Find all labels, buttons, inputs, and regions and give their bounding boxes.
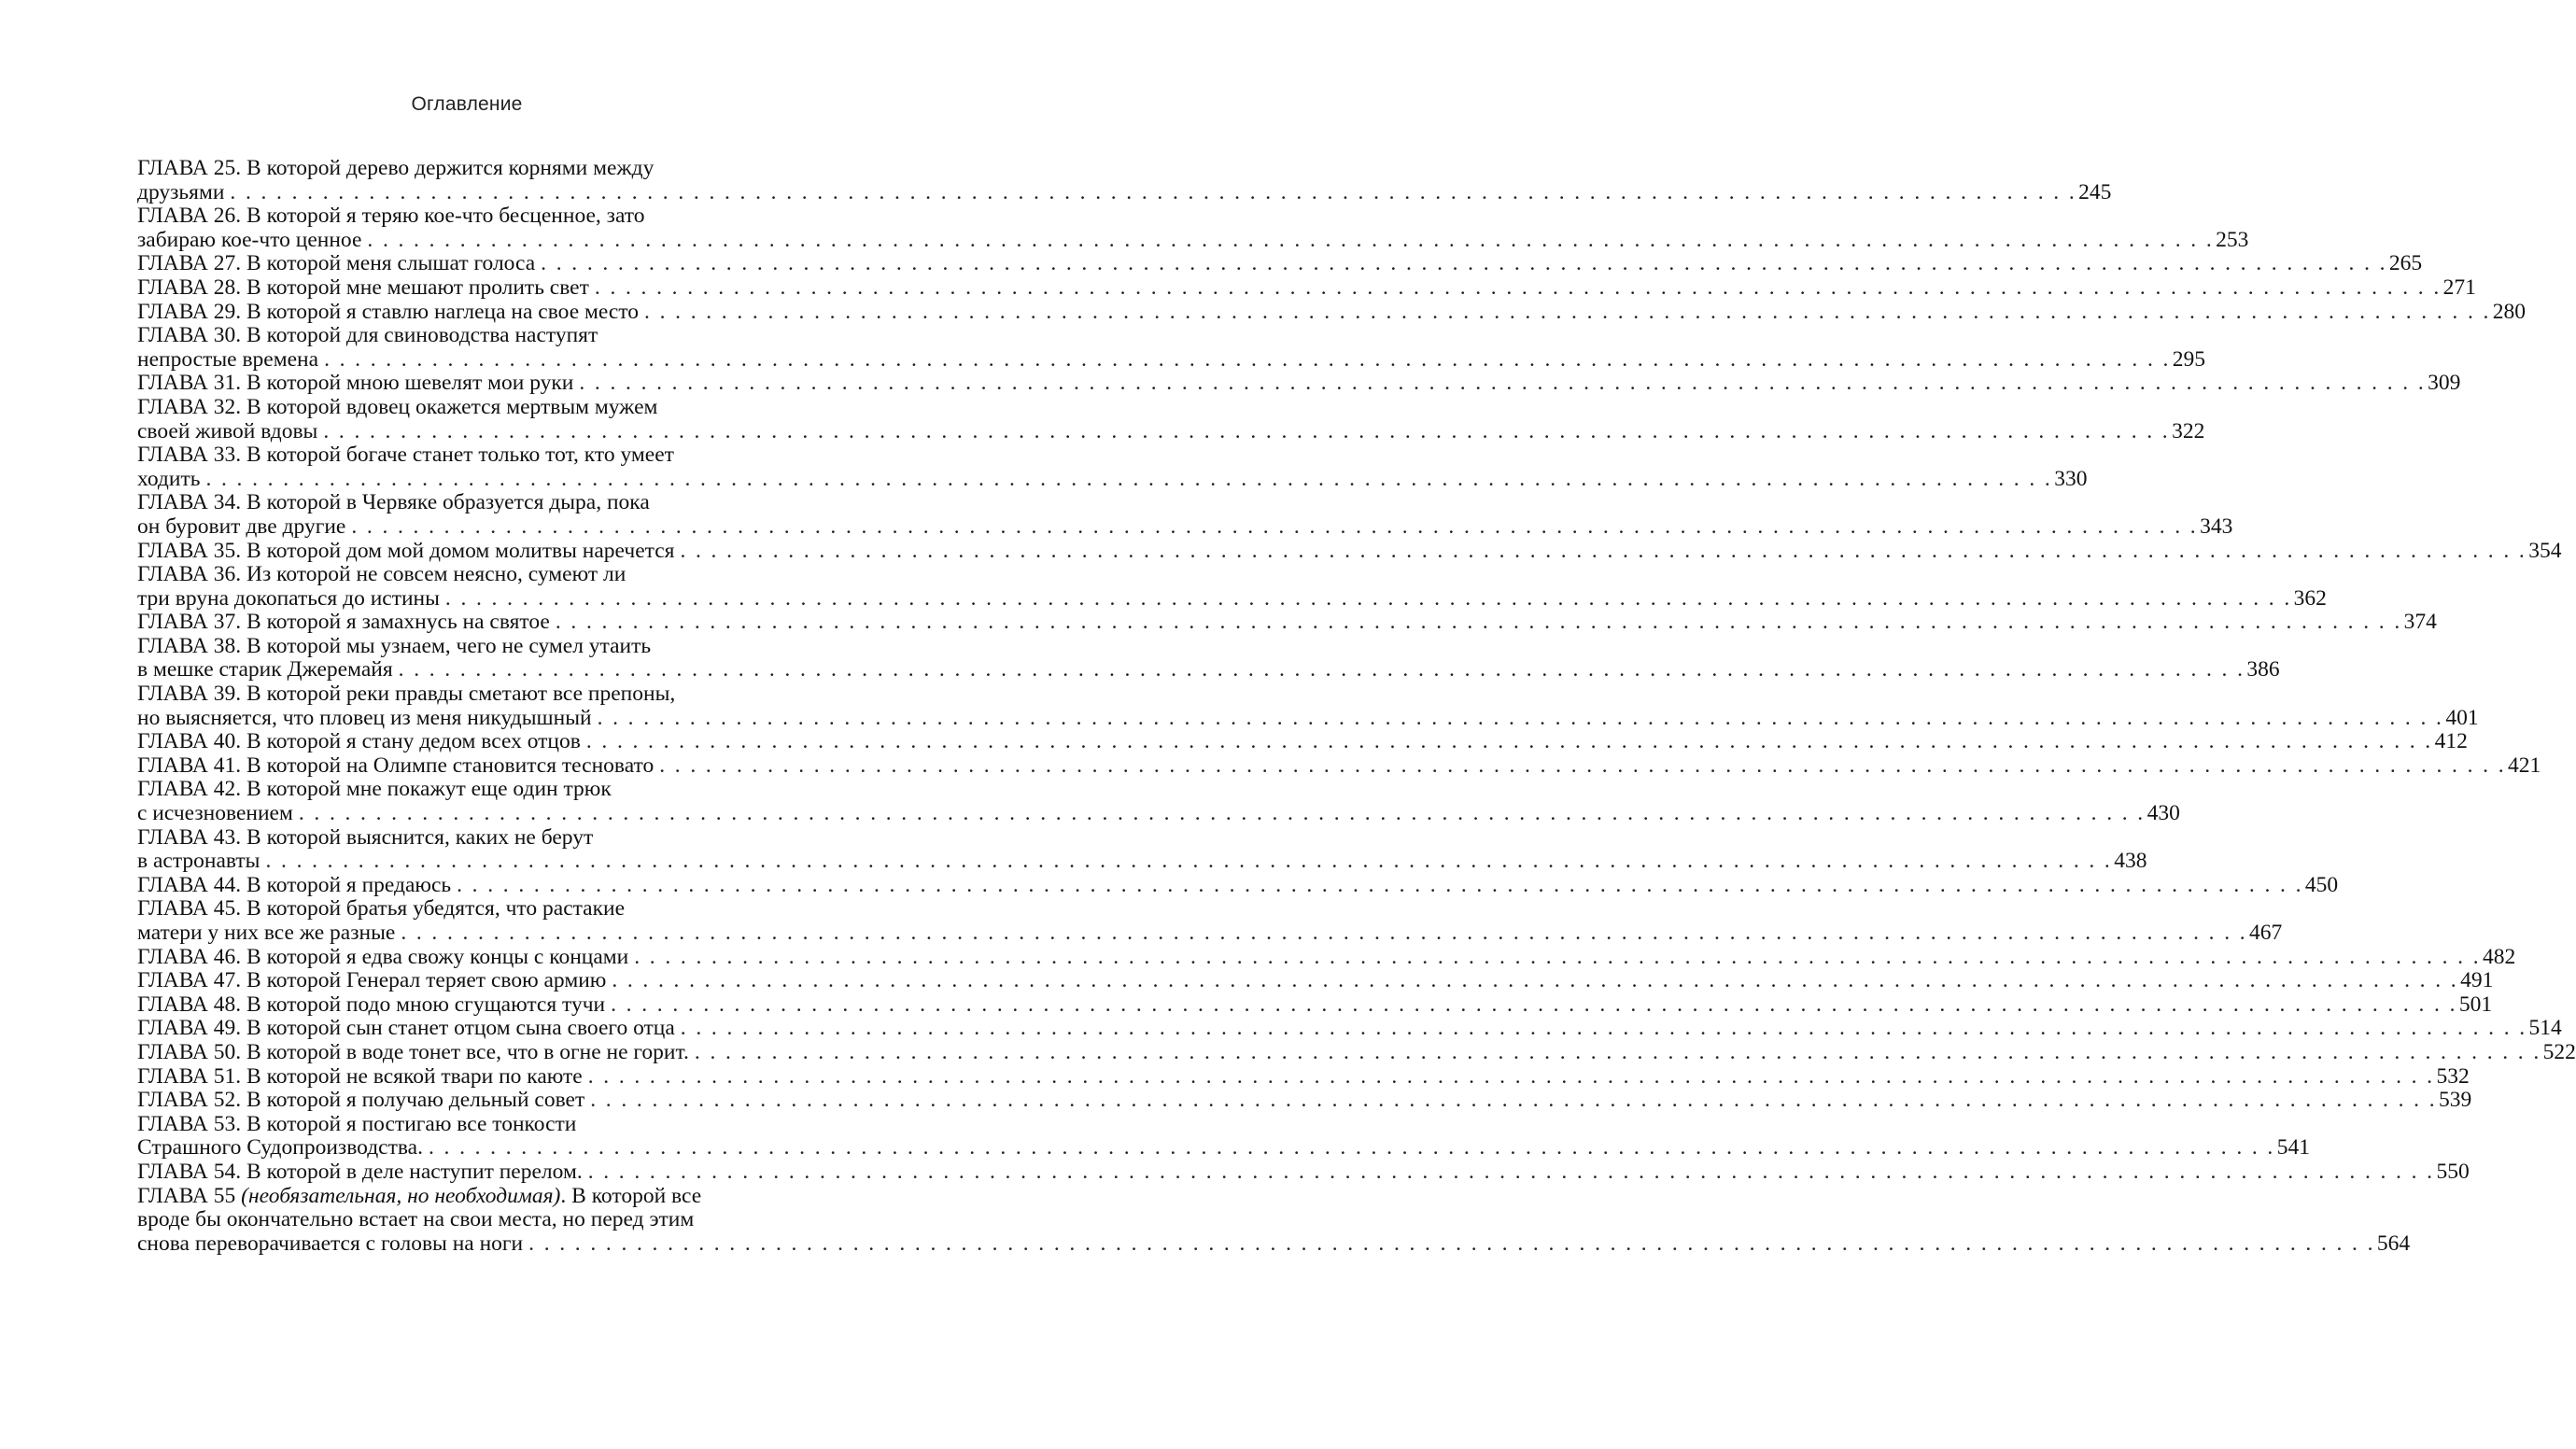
toc-entry-line: непростые времена bbox=[137, 346, 319, 372]
dot-leader: . . . . . . . . . . . . . . . . . . . . . . . . . . . . . . . . . . . . . . . . . . . . . . . . . . . . . . . . . . . . . . . . . . . . . . . . . . . . . . . . . . . . . . . . . . . . . . . . . . . . . . . . . . . . . . . . . . . . . . . . bbox=[587, 1063, 2435, 1089]
toc-entry-line: ГЛАВА 25. В которой дерево держится корнями между bbox=[137, 156, 655, 180]
page-number: 541 bbox=[2276, 1135, 2310, 1161]
toc-entry bbox=[137, 944, 2516, 970]
page-number: 401 bbox=[2445, 705, 2479, 730]
toc-entry-line: ГЛАВА 39. В которой реки правды сметают все препоны, bbox=[137, 682, 676, 707]
dot-leader: . . . . . . . . . . . . . . . . . . . . . . . . . . . . . . . . . . . . . . . . . . . . . . . . . . . . . . . . . . . . . . . . . . . . . . . . . . . . . . . . . . . . . . . . . . . . . . . . . . . . . . . . . . . . . . . . . . . . . . . . bbox=[597, 705, 2444, 730]
toc-entry-line: ГЛАВА 45. В которой братья убедятся, что растакие bbox=[137, 896, 626, 921]
toc-entry bbox=[137, 1111, 2310, 1161]
page-number: 322 bbox=[2172, 418, 2205, 443]
toc-entry bbox=[137, 490, 2233, 539]
toc-entry-line: ходить bbox=[137, 466, 201, 491]
toc-entry bbox=[137, 204, 2249, 252]
toc-entry-line: ГЛАВА 36. Из которой не совсем неясно, сумеют ли bbox=[137, 562, 626, 587]
dot-leader: . . . . . . . . . . . . . . . . . . . . . . . . . . . . . . . . . . . . . . . . . . . . . . . . . . . . . . . . . . . . . . . . . . . . . . . . . . . . . . . . . . . . . . . . . . . . . . . . . . . . . . . . . . . . . . . . . . . . . . . . bbox=[401, 921, 2248, 945]
toc-entry-line: ГЛАВА 41. В которой на Олимпе становится тесновато bbox=[137, 753, 655, 778]
dot-leader: . . . . . . . . . . . . . . . . . . . . . . . . . . . . . . . . . . . . . . . . . . . . . . . . . . . . . . . . . . . . . . . . . . . . . . . . . . . . . . . . . . . . . . . . . . . . . . . . . . . . . . . . . . . . . . . . . . . . . . . . bbox=[555, 610, 2402, 635]
toc-entry-last-line bbox=[137, 657, 2280, 682]
page-number: 550 bbox=[2436, 1159, 2470, 1184]
toc-entry bbox=[137, 777, 2180, 826]
toc-entry bbox=[137, 251, 2423, 276]
toc-entry-last-line bbox=[137, 610, 2437, 635]
toc-entry-line: ГЛАВА 53. В которой я постигаю все тонкости bbox=[137, 1111, 577, 1136]
toc-entry bbox=[137, 156, 2112, 204]
toc-entry-line: своей живой вдовы bbox=[137, 418, 318, 443]
toc-entry-line: ГЛАВА 48. В которой подо мною сгущаются тучи bbox=[137, 992, 606, 1017]
toc-entry bbox=[137, 443, 2088, 491]
toc-entry-last-line bbox=[137, 179, 2112, 205]
page-number: 386 bbox=[2246, 657, 2280, 682]
toc-entry-line: ГЛАВА 46. В которой я едва свожу концы с концами bbox=[137, 944, 629, 969]
toc-entry bbox=[137, 968, 2494, 993]
chapter-title-start: . В которой все bbox=[560, 1183, 702, 1208]
toc-entry-line: он буровит две другие bbox=[137, 513, 346, 539]
toc-entry-last-line bbox=[137, 849, 2147, 874]
page-number: 271 bbox=[2442, 274, 2476, 300]
dot-leader: . . . . . . . . . . . . . . . . . . . . . . . . . . . . . . . . . . . . . . . . . . . . . . . . . . . . . . . . . . . . . . . . . . . . . . . . . . . . . . . . . . . . . . . . . . . . . . . . . . . . . . . . . . . . . . . . . . . . . . . . bbox=[324, 346, 2171, 372]
page-number: 330 bbox=[2054, 466, 2088, 491]
toc-entry-last-line bbox=[137, 371, 2461, 396]
page-number: 295 bbox=[2172, 346, 2206, 372]
toc-entry-last-line bbox=[137, 1016, 2562, 1041]
page-number: 438 bbox=[2114, 849, 2147, 874]
toc-entry-last-line bbox=[137, 299, 2527, 325]
toc-entry-final bbox=[137, 1183, 2411, 1257]
toc-entry-line: ГЛАВА 37. В которой я замахнусь на святое bbox=[137, 610, 550, 635]
toc-entry-line: ГЛАВА 47. В которой Генерал теряет свою армию bbox=[137, 968, 607, 993]
toc-entry-line: ГЛАВА 44. В которой я предаюсь bbox=[137, 872, 452, 897]
page-number: 430 bbox=[2147, 801, 2180, 826]
toc-entry-line: вроде бы окончательно встает на свои места, но перед этим bbox=[137, 1207, 695, 1232]
toc-entry-line: ГЛАВА 54. В которой в деле наступит перелом. bbox=[137, 1159, 583, 1184]
toc-entry-last-line bbox=[137, 968, 2494, 993]
toc-entry-last-line bbox=[137, 585, 2327, 612]
toc-entry-line: ГЛАВА 49. В которой сын станет отцом сына своего отца bbox=[137, 1016, 675, 1041]
toc-entry-line: в астронавты bbox=[137, 849, 260, 874]
page-number: 245 bbox=[2078, 179, 2112, 204]
page-number: 412 bbox=[2434, 729, 2468, 754]
dot-leader: . . . . . . . . . . . . . . . . . . . . . . . . . . . . . . . . . . . . . . . . . . . . . . . . . . . . . . . . . . . . . . . . . . . . . . . . . . . . . . . . . . . . . . . . . . . . . . . . . . . . . . . . . . . . . . . . . . . . . . . . bbox=[611, 992, 2457, 1017]
dot-leader: . . . . . . . . . . . . . . . . . . . . . . . . . . . . . . . . . . . . . . . . . . . . . . . . . . . . . . . . . . . . . . . . . . . . . . . . . . . . . . . . . . . . . . . . . . . . . . . . . . . . . . . . . . . . . . . . . . . . . . . . bbox=[587, 1159, 2435, 1184]
toc-entry-last-line bbox=[137, 274, 2476, 301]
toc-entry-last-line bbox=[137, 1088, 2472, 1113]
toc-entry-line: с исчезновением bbox=[137, 801, 293, 826]
toc-entry-last-line bbox=[137, 872, 2339, 898]
toc-entry-line: ГЛАВА 27. В которой меня слышат голоса bbox=[137, 251, 536, 276]
page-number: 280 bbox=[2492, 299, 2527, 324]
dot-leader: . . . . . . . . . . . . . . . . . . . . . . . . . . . . . . . . . . . . . . . . . . . . . . . . . . . . . . . . . . . . . . . . . . . . . . . . . . . . . . . . . . . . . . . . . . . . . . . . . . . . . . . . . . . . . . . . . . . . . . . . bbox=[680, 538, 2527, 563]
toc-entry-line: ГЛАВА 30. В которой для свиноводства наступят bbox=[137, 323, 598, 348]
page-number: 501 bbox=[2458, 992, 2493, 1017]
page-number: 491 bbox=[2460, 968, 2494, 993]
toc-entry-line: матери у них все же разные bbox=[137, 921, 396, 945]
page-number: 253 bbox=[2216, 227, 2249, 252]
page-number: 421 bbox=[2507, 753, 2541, 778]
dot-leader: . . . . . . . . . . . . . . . . . . . . . . . . . . . . . . . . . . . . . . . . . . . . . . . . . . . . . . . . . . . . . . . . . . . . . . . . . . . . . . . . . . . . . . . . . . . . . . . . . . . . . . . . . . . . . . . . . . . . . . . . bbox=[428, 1135, 2275, 1161]
toc-entry bbox=[137, 538, 2562, 564]
toc-entry-line: ГЛАВА 40. В которой я стану дедом всех отцов bbox=[137, 729, 581, 754]
dot-leader: . . . . . . . . . . . . . . . . . . . . . . . . . . . . . . . . . . . . . . . . . . . . . . . . . . . . . . . . . . . . . . . . . . . . . . . . . . . . . . . . . . . . . . . . . . . . . . . . . . . . . . . . . . . . . . . . . . . . . . . . bbox=[398, 657, 2245, 682]
dot-leader: . . . . . . . . . . . . . . . . . . . . . . . . . . . . . . . . . . . . . . . . . . . . . . . . . . . . . . . . . . . . . . . . . . . . . . . . . . . . . . . . . . . . . . . . . . . . . . . . . . . . . . . . . . . . . . . . . . . . . . . . bbox=[694, 1039, 2541, 1064]
toc-entry-line: снова переворачивается с головы на ноги bbox=[137, 1231, 524, 1256]
toc-entry bbox=[137, 562, 2327, 611]
toc-entry-line: ГЛАВА 31. В которой мною шевелят мои руки bbox=[137, 371, 574, 396]
page-number: 532 bbox=[2436, 1063, 2470, 1089]
table-of-contents bbox=[137, 156, 2576, 1256]
dot-leader: . . . . . . . . . . . . . . . . . . . . . . . . . . . . . . . . . . . . . . . . . . . . . . . . . . . . . . . . . . . . . . . . . . . . . . . . . . . . . . . . . . . . . . . . . . . . . . . . . . . . . . . . . . . . . . . . . . . . . . . . bbox=[612, 968, 2459, 993]
toc-entry bbox=[137, 610, 2437, 635]
toc-entry bbox=[137, 274, 2476, 301]
toc-entry bbox=[137, 323, 2206, 372]
toc-entry-line: забираю кое-что ценное bbox=[137, 227, 362, 252]
toc-entry-last-line bbox=[137, 1063, 2470, 1090]
dot-leader: . . . . . . . . . . . . . . . . . . . . . . . . . . . . . . . . . . . . . . . . . . . . . . . . . . . . . . . . . . . . . . . . . . . . . . . . . . . . . . . . . . . . . . . . . . . . . . . . . . . . . . . . . . . . . . . . . . . . . . . . bbox=[590, 1088, 2437, 1113]
chapter-prefix: ГЛАВА 55 bbox=[137, 1183, 242, 1208]
toc-entry bbox=[137, 633, 2280, 682]
toc-entry-last-line bbox=[137, 921, 2283, 946]
toc-entry-last-line bbox=[137, 944, 2516, 970]
toc-entry-last-line bbox=[137, 513, 2233, 540]
dot-leader: . . . . . . . . . . . . . . . . . . . . . . . . . . . . . . . . . . . . . . . . . . . . . . . . . . . . . . . . . . . . . . . . . . . . . . . . . . . . . . . . . . . . . . . . . . . . . . . . . . . . . . . . . . . . . . . . . . . . . . . . bbox=[323, 418, 2171, 443]
toc-entry-line: в мешке старик Джеремайя bbox=[137, 657, 393, 682]
dot-leader: . . . . . . . . . . . . . . . . . . . . . . . . . . . . . . . . . . . . . . . . . . . . . . . . . . . . . . . . . . . . . . . . . . . . . . . . . . . . . . . . . . . . . . . . . . . . . . . . . . . . . . . . . . . . . . . . . . . . . . . . bbox=[659, 753, 2506, 778]
toc-entry-line: ГЛАВА 35. В которой дом мой домом молитвы наречется bbox=[137, 538, 675, 563]
page-number: 467 bbox=[2249, 921, 2283, 945]
page-number: 539 bbox=[2438, 1088, 2472, 1113]
toc-entry bbox=[137, 1063, 2470, 1090]
toc-entry-line: но выясняется, что пловец из меня никудышный bbox=[137, 705, 592, 730]
dot-leader: . . . . . . . . . . . . . . . . . . . . . . . . . . . . . . . . . . . . . . . . . . . . . . . . . . . . . . . . . . . . . . . . . . . . . . . . . . . . . . . . . . . . . . . . . . . . . . . . . . . . . . . . . . . . . . . . . . . . . . . . bbox=[644, 299, 2491, 324]
toc-entry-line: ГЛАВА 29. В которой я ставлю наглеца на свое место bbox=[137, 299, 640, 324]
toc-entry bbox=[137, 394, 2205, 443]
toc-entry bbox=[137, 682, 2479, 730]
page-number: 374 bbox=[2403, 610, 2437, 635]
dot-leader: . . . . . . . . . . . . . . . . . . . . . . . . . . . . . . . . . . . . . . . . . . . . . . . . . . . . . . . . . . . . . . . . . . . . . . . . . . . . . . . . . . . . . . . . . . . . . . . . . . . . . . . . . . . . . . . . . . . . . . . . bbox=[594, 274, 2442, 300]
dot-leader: . . . . . . . . . . . . . . . . . . . . . . . . . . . . . . . . . . . . . . . . . . . . . . . . . . . . . . . . . . . . . . . . . . . . . . . . . . . . . . . . . . . . . . . . . . . . . . . . . . . . . . . . . . . . . . . . . . . . . . . . bbox=[205, 466, 2053, 491]
toc-entry-line: ГЛАВА 52. В которой я получаю дельный совет bbox=[137, 1088, 585, 1113]
toc-entry-last-line bbox=[137, 418, 2205, 444]
page-number: 354 bbox=[2528, 538, 2562, 563]
dot-leader: . . . . . . . . . . . . . . . . . . . . . . . . . . . . . . . . . . . . . . . . . . . . . . . . . . . . . . . . . . . . . . . . . . . . . . . . . . . . . . . . . . . . . . . . . . . . . . . . . . . . . . . . . . . . . . . . . . . . . . . . bbox=[634, 944, 2481, 969]
toc-entry bbox=[137, 896, 2283, 945]
toc-entry-last-line bbox=[137, 705, 2479, 731]
toc-entry-line: ГЛАВА 34. В которой в Червяке образуется дыра, пока bbox=[137, 490, 650, 515]
page-number: 522 bbox=[2542, 1039, 2576, 1064]
dot-leader: . . . . . . . . . . . . . . . . . . . . . . . . . . . . . . . . . . . . . . . . . . . . . . . . . . . . . . . . . . . . . . . . . . . . . . . . . . . . . . . . . . . . . . . . . . . . . . . . . . . . . . . . . . . . . . . . . . . . . . . . bbox=[680, 1016, 2527, 1041]
page-number: 343 bbox=[2200, 513, 2233, 539]
page-number: 482 bbox=[2482, 944, 2516, 969]
toc-entry-last-line bbox=[137, 227, 2249, 253]
toc-entry-line: ГЛАВА 43. В которой выяснится, каких не берут bbox=[137, 824, 594, 850]
dot-leader: . . . . . . . . . . . . . . . . . . . . . . . . . . . . . . . . . . . . . . . . . . . . . . . . . . . . . . . . . . . . . . . . . . . . . . . . . . . . . . . . . . . . . . . . . . . . . . . . . . . . . . . . . . . . . . . . . . . . . . . . bbox=[230, 179, 2077, 204]
page-header: Оглавление bbox=[411, 93, 523, 115]
dot-leader: . . . . . . . . . . . . . . . . . . . . . . . . . . . . . . . . . . . . . . . . . . . . . . . . . . . . . . . . . . . . . . . . . . . . . . . . . . . . . . . . . . . . . . . . . . . . . . . . . . . . . . . . . . . . . . . . . . . . . . . . bbox=[444, 585, 2292, 611]
toc-entry-last-line bbox=[137, 538, 2562, 564]
page-number: 450 bbox=[2304, 872, 2339, 897]
page-number: 514 bbox=[2528, 1016, 2562, 1041]
dot-leader: . . . . . . . . . . . . . . . . . . . . . . . . . . . . . . . . . . . . . . . . . . . . . . . . . . . . . . . . . . . . . . . . . . . . . . . . . . . . . . . . . . . . . . . . . . . . . . . . . . . . . . . . . . . . . . . . . . . . . . . . bbox=[367, 227, 2215, 252]
page-number: 564 bbox=[2376, 1231, 2411, 1256]
toc-entry bbox=[137, 371, 2461, 396]
toc-entry bbox=[137, 753, 2541, 779]
toc-entry bbox=[137, 1016, 2562, 1041]
dot-leader: . . . . . . . . . . . . . . . . . . . . . . . . . . . . . . . . . . . . . . . . . . . . . . . . . . . . . . . . . . . . . . . . . . . . . . . . . . . . . . . . . . . . . . . . . . . . . . . . . . . . . . . . . . . . . . . . . . . . . . . . bbox=[298, 801, 2146, 826]
toc-entry bbox=[137, 1039, 2576, 1065]
toc-entry-line: ГЛАВА 32. В которой вдовец окажется мертвым мужем bbox=[137, 394, 658, 419]
chapter-note-italic: (необязательная, но необходимая) bbox=[241, 1183, 561, 1208]
dot-leader: . . . . . . . . . . . . . . . . . . . . . . . . . . . . . . . . . . . . . . . . . . . . . . . . . . . . . . . . . . . . . . . . . . . . . . . . . . . . . . . . . . . . . . . . . . . . . . . . . . . . . . . . . . . . . . . . . . . . . . . . bbox=[579, 371, 2427, 396]
toc-entry-last-line bbox=[137, 753, 2541, 779]
toc-entry-last-line bbox=[137, 1231, 2411, 1257]
toc-entry bbox=[137, 1159, 2470, 1185]
toc-entry bbox=[137, 1088, 2472, 1113]
toc-entry-last-line bbox=[137, 992, 2493, 1018]
dot-leader: . . . . . . . . . . . . . . . . . . . . . . . . . . . . . . . . . . . . . . . . . . . . . . . . . . . . . . . . . . . . . . . . . . . . . . . . . . . . . . . . . . . . . . . . . . . . . . . . . . . . . . . . . . . . . . . . . . . . . . . . bbox=[528, 1231, 2375, 1256]
toc-entry bbox=[137, 992, 2493, 1018]
toc-entry-last-line bbox=[137, 1159, 2470, 1185]
dot-leader: . . . . . . . . . . . . . . . . . . . . . . . . . . . . . . . . . . . . . . . . . . . . . . . . . . . . . . . . . . . . . . . . . . . . . . . . . . . . . . . . . . . . . . . . . . . . . . . . . . . . . . . . . . . . . . . . . . . . . . . . bbox=[265, 849, 2113, 874]
toc-entry-line: три вруна докопаться до истины bbox=[137, 585, 440, 611]
toc-entry-line: ГЛАВА 33. В которой богаче станет только тот, кто умеет bbox=[137, 443, 674, 468]
page-number: 309 bbox=[2428, 371, 2461, 396]
toc-entry-line: ГЛАВА 51. В которой не всякой твари по каюте bbox=[137, 1063, 583, 1089]
toc-entry bbox=[137, 824, 2147, 874]
toc-entry-last-line bbox=[137, 801, 2180, 826]
toc-entry-line: ГЛАВА 38. В которой мы узнаем, чего не сумел утаить bbox=[137, 633, 652, 658]
toc-entry bbox=[137, 872, 2339, 898]
toc-entry bbox=[137, 729, 2468, 754]
toc-entry-line: ГЛАВА 28. В которой мне мешают пролить свет bbox=[137, 274, 589, 300]
toc-entry bbox=[137, 299, 2527, 325]
toc-entry-line: ГЛАВА 50. В которой в воде тонет все, что в огне не горит. bbox=[137, 1039, 689, 1064]
toc-entry-last-line bbox=[137, 346, 2206, 373]
toc-entry-last-line bbox=[137, 729, 2468, 754]
toc-entry-first-line bbox=[137, 1185, 834, 1209]
dot-leader: . . . . . . . . . . . . . . . . . . . . . . . . . . . . . . . . . . . . . . . . . . . . . . . . . . . . . . . . . . . . . . . . . . . . . . . . . . . . . . . . . . . . . . . . . . . . . . . . . . . . . . . . . . . . . . . . . . . . . . . . bbox=[541, 251, 2387, 276]
toc-entry-last-line bbox=[137, 466, 2088, 492]
dot-leader: . . . . . . . . . . . . . . . . . . . . . . . . . . . . . . . . . . . . . . . . . . . . . . . . . . . . . . . . . . . . . . . . . . . . . . . . . . . . . . . . . . . . . . . . . . . . . . . . . . . . . . . . . . . . . . . . . . . . . . . . bbox=[351, 513, 2199, 539]
dot-leader: . . . . . . . . . . . . . . . . . . . . . . . . . . . . . . . . . . . . . . . . . . . . . . . . . . . . . . . . . . . . . . . . . . . . . . . . . . . . . . . . . . . . . . . . . . . . . . . . . . . . . . . . . . . . . . . . . . . . . . . . bbox=[585, 729, 2433, 754]
toc-entry-line: друзьями bbox=[137, 179, 225, 204]
dot-leader: . . . . . . . . . . . . . . . . . . . . . . . . . . . . . . . . . . . . . . . . . . . . . . . . . . . . . . . . . . . . . . . . . . . . . . . . . . . . . . . . . . . . . . . . . . . . . . . . . . . . . . . . . . . . . . . . . . . . . . . . bbox=[457, 872, 2303, 897]
toc-entry-last-line bbox=[137, 1039, 2576, 1065]
page-number: 362 bbox=[2293, 585, 2327, 611]
toc-entry-line: ГЛАВА 42. В которой мне покажут еще один трюк bbox=[137, 777, 612, 802]
toc-entry-last-line bbox=[137, 1135, 2310, 1161]
toc-entry-last-line bbox=[137, 251, 2423, 276]
toc-entry-line: Страшного Судопроизводства. bbox=[137, 1135, 423, 1161]
toc-entry-line: ГЛАВА 26. В которой я теряю кое-что бесценное, зато bbox=[137, 204, 645, 229]
page-number: 265 bbox=[2388, 251, 2423, 276]
